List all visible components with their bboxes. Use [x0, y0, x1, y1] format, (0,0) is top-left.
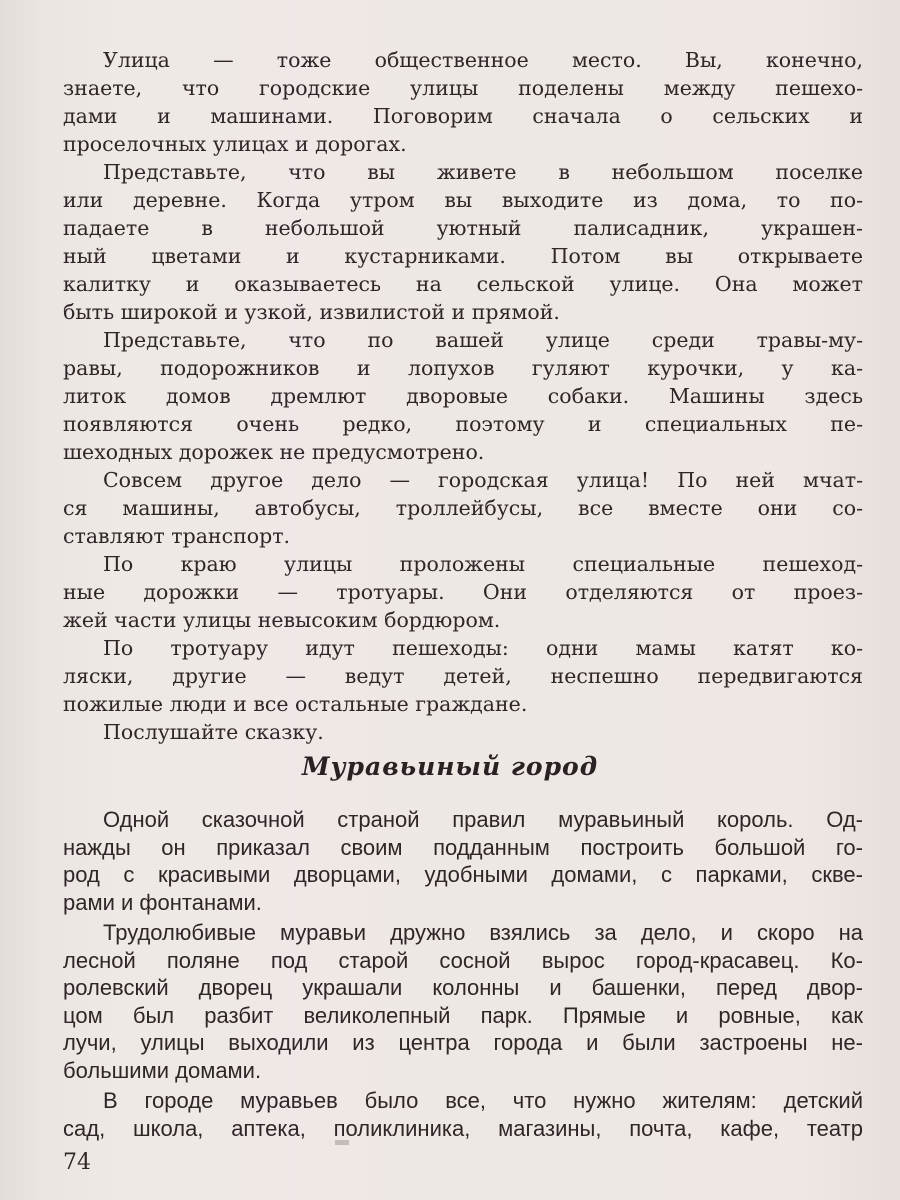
paragraph — [63, 46, 863, 158]
text-line: Совсем другое дело — городская улица! По ней мчат- — [103, 468, 863, 492]
paragraph — [63, 158, 863, 326]
text-line: нажды он приказал своим подданным построить большой го- — [63, 834, 863, 860]
paragraph — [63, 806, 863, 916]
text-line: По краю улицы проложены специальные пешеход- — [103, 552, 863, 576]
text-line: калитку и оказываетесь на сельской улице. Она может — [63, 272, 863, 296]
text-line: большими домами. — [63, 1057, 262, 1083]
text-line: падаете в небольшой уютный палисадник, украшен- — [63, 216, 863, 240]
text-line: быть широкой и узкой, извилистой и прямой. — [63, 300, 560, 324]
text-line: ся машины, автобусы, троллейбусы, все вместе они со- — [63, 496, 863, 520]
text-line: В городе муравьев было все, что нужно жителям: детский — [103, 1088, 863, 1113]
text-line: или деревне. Когда утром вы выходите из дома, то по- — [63, 188, 863, 212]
paragraph — [63, 634, 863, 718]
text-line: ляски, другие — ведут детей, неспешно передвигаются — [63, 664, 863, 688]
text-line: появляются очень редко, поэтому и специальных пе- — [63, 412, 863, 436]
text-line: По тротуару идут пешеходы: одни мамы катят ко- — [103, 636, 863, 660]
text-line: сад, школа, аптека, поликлиника, магазины, почта, кафе, театр — [63, 1115, 863, 1141]
text-line: лесной поляне под старой сосной вырос город-красавец. Ко- — [63, 947, 863, 973]
page-number: 74 — [63, 1150, 91, 1175]
text-line: Улица — тоже общественное место. Вы, конечно, — [103, 48, 863, 72]
text-line: шеходных дорожек не предусмотрено. — [63, 440, 485, 464]
text-line: жей части улицы невысоким бордюром. — [63, 608, 501, 632]
paragraph — [63, 326, 863, 466]
text-line: знаете, что городские улицы поделены между пешехо- — [63, 76, 863, 100]
text-line: лучи, улицы выходили из центра города и были застроены не- — [63, 1030, 863, 1055]
text-line: ный цветами и кустарниками. Потом вы открываете — [63, 244, 863, 268]
paragraph — [63, 466, 863, 550]
intro-text — [63, 46, 863, 746]
text-line: Трудолюбивые муравьи дружно взялись за дело, и скоро на — [103, 920, 863, 945]
text-line: Послушайте сказку. — [103, 720, 324, 744]
paragraph — [63, 919, 863, 1084]
text-line: ставляют транспорт. — [63, 524, 291, 548]
text-line: род с красивыми дворцами, удобными домами, с парками, скве- — [63, 862, 863, 887]
text-line: рами и фонтанами. — [63, 889, 262, 915]
text-line: Представьте, что по вашей улице среди травы-му- — [103, 328, 863, 352]
text-line: Представьте, что вы живете в небольшом поселке — [103, 160, 863, 184]
text-line: пожилые люди и все остальные граждане. — [63, 692, 528, 716]
text-line: литок домов дремлют дворовые собаки. Машины здесь — [63, 384, 863, 408]
text-line: проселочных улицах и дорогах. — [63, 132, 407, 156]
text-line: ролевский дворец украшали колонны и башенки, перед двор- — [63, 975, 863, 1000]
text-line: цом был разбит великолепный парк. Прямые и ровные, как — [63, 1002, 863, 1028]
text-line: равы, подорожников и лопухов гуляют курочки, у ка- — [63, 356, 863, 380]
text-line: ные дорожки — тротуары. Они отделяются от проез- — [63, 580, 863, 604]
paragraph — [63, 718, 863, 746]
paragraph — [63, 1087, 863, 1142]
story-text — [63, 806, 863, 1145]
text-line: дами и машинами. Поговорим сначала о сельских и — [63, 104, 863, 128]
story-title: Муравьиный город — [301, 752, 599, 781]
print-smudge — [335, 1140, 349, 1145]
text-line: Одной сказочной страной правил муравьиный король. Од- — [103, 807, 863, 832]
paragraph — [63, 550, 863, 634]
